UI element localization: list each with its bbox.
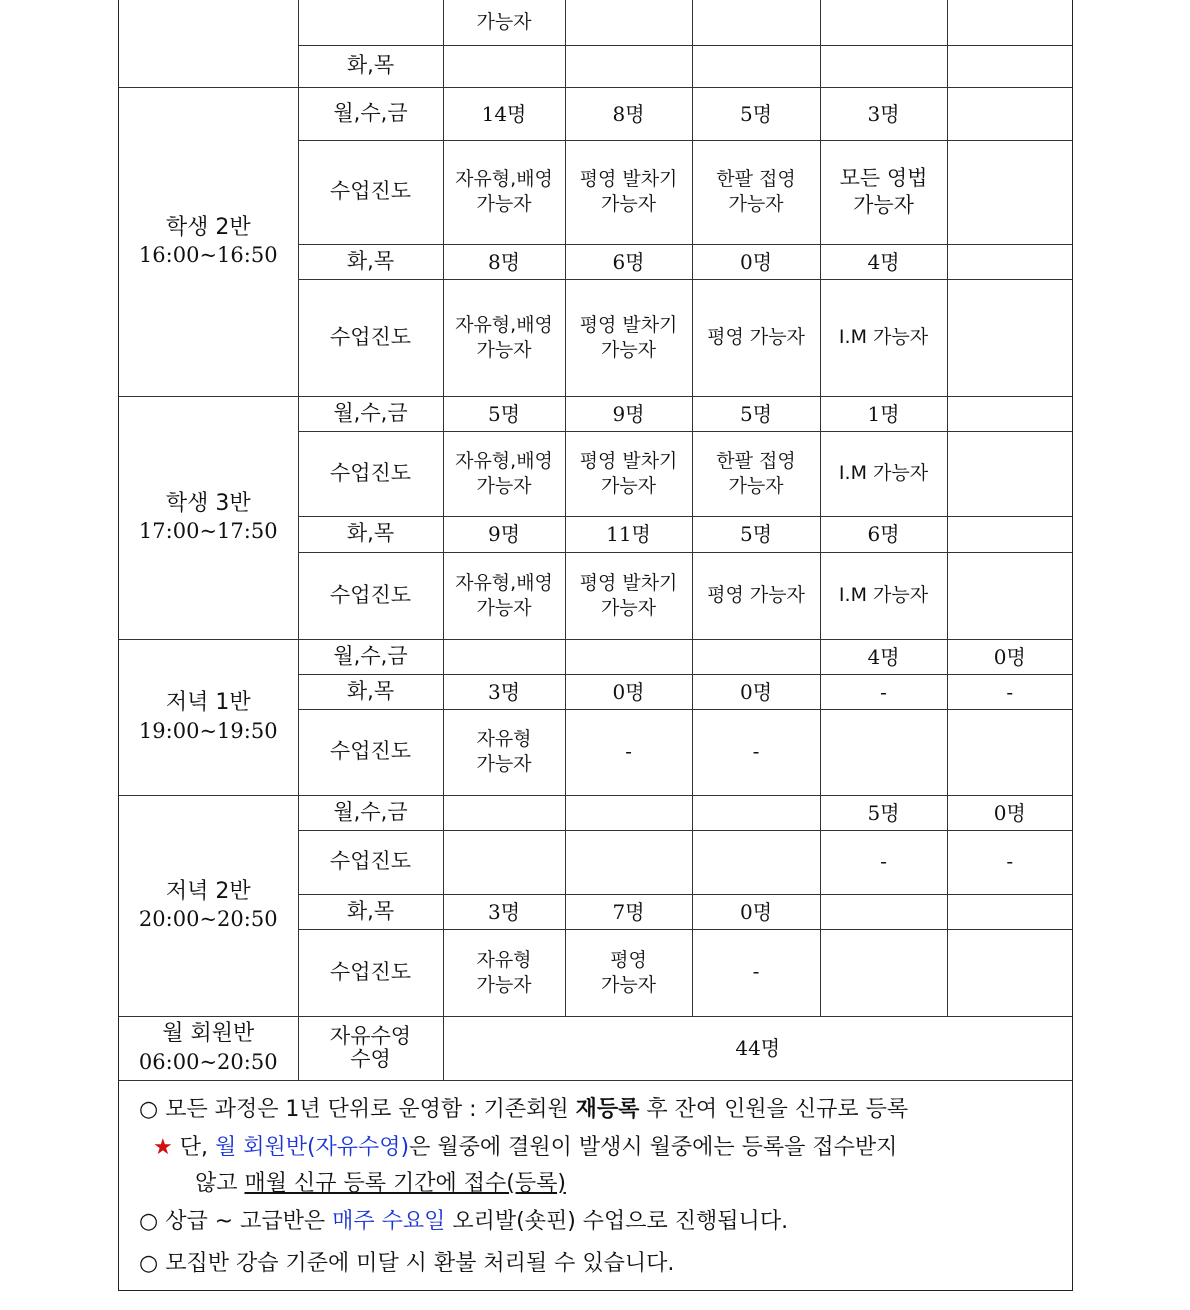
progress-cell: 평영 발차기 가능자 [565, 552, 692, 639]
progress-label: 수업진도 [298, 709, 443, 795]
progress-label: 수업진도 [298, 279, 443, 396]
count-cell: 6명 [820, 516, 947, 552]
class-group-student-2 [119, 87, 298, 396]
count-cell [947, 244, 1072, 279]
class-name: 학생 3반 [165, 490, 251, 516]
table-row [119, 639, 1072, 674]
count-cell: 0명 [565, 674, 692, 709]
count-cell [947, 516, 1072, 552]
count-cell: 8명 [443, 244, 565, 279]
count-cell: - [820, 674, 947, 709]
days-label: 화,목 [298, 45, 443, 87]
progress-cell [443, 830, 565, 894]
progress-cell: - [692, 929, 820, 1016]
progress-label: 수업진도 [298, 552, 443, 639]
count-cell [947, 87, 1072, 140]
days-label: 화,목 [298, 674, 443, 709]
days-label: 월,수,금 [298, 795, 443, 830]
progress-cell [947, 709, 1072, 795]
progress-cell: 평영 발차기 가능자 [565, 140, 692, 244]
count-cell: 5명 [692, 87, 820, 140]
class-time: 19:00~19:50 [138, 718, 278, 743]
days-label: 월,수,금 [298, 639, 443, 674]
progress-cell: 자유형,배영 가능자 [443, 140, 565, 244]
progress-cell [692, 830, 820, 894]
count-cell [443, 795, 565, 830]
count-cell: 5명 [443, 396, 565, 431]
count-cell [443, 639, 565, 674]
progress-cell: 평영 가능자 [565, 929, 692, 1016]
class-schedule-table [119, 0, 1072, 1081]
count-cell: 44명 [443, 1016, 1072, 1080]
count-cell [947, 894, 1072, 929]
progress-cell: 평영 가능자 [692, 552, 820, 639]
star-icon: ★ [153, 1135, 173, 1160]
count-cell: 3명 [443, 894, 565, 929]
progress-cell: 평영 발차기 가능자 [565, 431, 692, 516]
count-cell: 8명 [565, 87, 692, 140]
class-name: 저녁 1반 [165, 690, 251, 716]
progress-cell: 한팔 접영 가능자 [692, 431, 820, 516]
table-row [119, 0, 1072, 45]
count-cell: 0명 [947, 795, 1072, 830]
progress-label: 수업진도 [298, 830, 443, 894]
notes-section [119, 1080, 1072, 1291]
progress-cell: 자유형,배영 가능자 [443, 552, 565, 639]
class-time: 17:00~17:50 [138, 519, 278, 544]
count-cell: 4명 [820, 639, 947, 674]
progress-cell: 평영 발차기 가능자 [565, 279, 692, 396]
progress-cell: 모든 영법 가능자 [820, 140, 947, 244]
progress-label: 수업진도 [298, 929, 443, 1016]
count-cell: 14명 [443, 87, 565, 140]
class-time: 20:00~20:50 [138, 907, 278, 932]
progress-cell: 자유형 가능자 [443, 709, 565, 795]
class-group-monthly [119, 1016, 298, 1080]
count-cell: 0명 [692, 894, 820, 929]
count-cell [565, 639, 692, 674]
progress-cell: 한팔 접영 가능자 [692, 140, 820, 244]
progress-cell: 가능자 [443, 0, 565, 45]
progress-cell: - [947, 830, 1072, 894]
class-time: 16:00~16:50 [138, 243, 278, 268]
progress-cell: 자유형,배영 가능자 [443, 431, 565, 516]
progress-cell: I.M 가능자 [820, 552, 947, 639]
table-row [119, 87, 1072, 140]
count-cell: 0명 [692, 244, 820, 279]
count-cell: 0명 [947, 639, 1072, 674]
note-line: 않고 매월 신규 등록 기간에 접수(등록) [195, 1171, 566, 1196]
count-cell [692, 795, 820, 830]
count-cell: 5명 [692, 516, 820, 552]
days-label: 월,수,금 [298, 87, 443, 140]
count-cell [692, 639, 820, 674]
free-swim-label: 자유수영 수영 [298, 1016, 443, 1080]
count-cell: 11명 [565, 516, 692, 552]
progress-cell: 자유형 가능자 [443, 929, 565, 1016]
count-cell [947, 396, 1072, 431]
count-cell: 6명 [565, 244, 692, 279]
count-cell: - [947, 674, 1072, 709]
schedule-document [118, 0, 1073, 1291]
progress-cell: - [692, 709, 820, 795]
count-cell: 7명 [565, 894, 692, 929]
progress-cell: 자유형,배영 가능자 [443, 279, 565, 396]
progress-cell [820, 929, 947, 1016]
table-row [119, 795, 1072, 830]
progress-cell [947, 929, 1072, 1016]
count-cell: 9명 [443, 516, 565, 552]
progress-cell: I.M 가능자 [820, 431, 947, 516]
count-cell: 5명 [692, 396, 820, 431]
progress-cell: - [565, 709, 692, 795]
count-cell: 5명 [820, 795, 947, 830]
count-cell: 9명 [565, 396, 692, 431]
count-cell: 1명 [820, 396, 947, 431]
count-cell [565, 795, 692, 830]
days-label: 화,목 [298, 244, 443, 279]
note-line: ○ 상급 ~ 고급반은 매주 수요일 오리발(숏핀) 수업으로 진행됩니다. [139, 1209, 789, 1234]
days-label: 화,목 [298, 516, 443, 552]
class-name: 월 회원반 [162, 1021, 255, 1047]
progress-cell [565, 830, 692, 894]
note-line: ★ 단, 월 회원반(자유수영)은 월중에 결원이 발생시 월중에는 등록을 접수받지 [153, 1135, 898, 1160]
count-cell: 4명 [820, 244, 947, 279]
progress-cell: I.M 가능자 [820, 279, 947, 396]
table-row [119, 1016, 1072, 1080]
progress-label: 수업진도 [298, 140, 443, 244]
days-label: 화,목 [298, 894, 443, 929]
days-label: 월,수,금 [298, 396, 443, 431]
count-cell: 3명 [443, 674, 565, 709]
table-row [119, 396, 1072, 431]
class-group-student-3 [119, 396, 298, 639]
note-line: ○ 모든 과정은 1년 단위로 운영함 : 기존회원 재등록 후 잔여 인원을 신규로 등록 [139, 1097, 909, 1122]
progress-label: 수업진도 [298, 431, 443, 516]
class-time: 06:00~20:50 [138, 1049, 278, 1074]
class-group-evening-1 [119, 639, 298, 795]
class-name: 저녁 2반 [165, 878, 251, 904]
progress-cell [820, 709, 947, 795]
count-cell: 3명 [820, 87, 947, 140]
count-cell [820, 894, 947, 929]
progress-cell: 평영 가능자 [692, 279, 820, 396]
count-cell: 0명 [692, 674, 820, 709]
class-group-evening-2 [119, 795, 298, 1016]
note-line: ○ 모집반 강습 기준에 미달 시 환불 처리될 수 있습니다. [139, 1251, 675, 1276]
class-name: 학생 2반 [165, 214, 251, 240]
progress-cell: - [820, 830, 947, 894]
group-cell [119, 0, 298, 87]
